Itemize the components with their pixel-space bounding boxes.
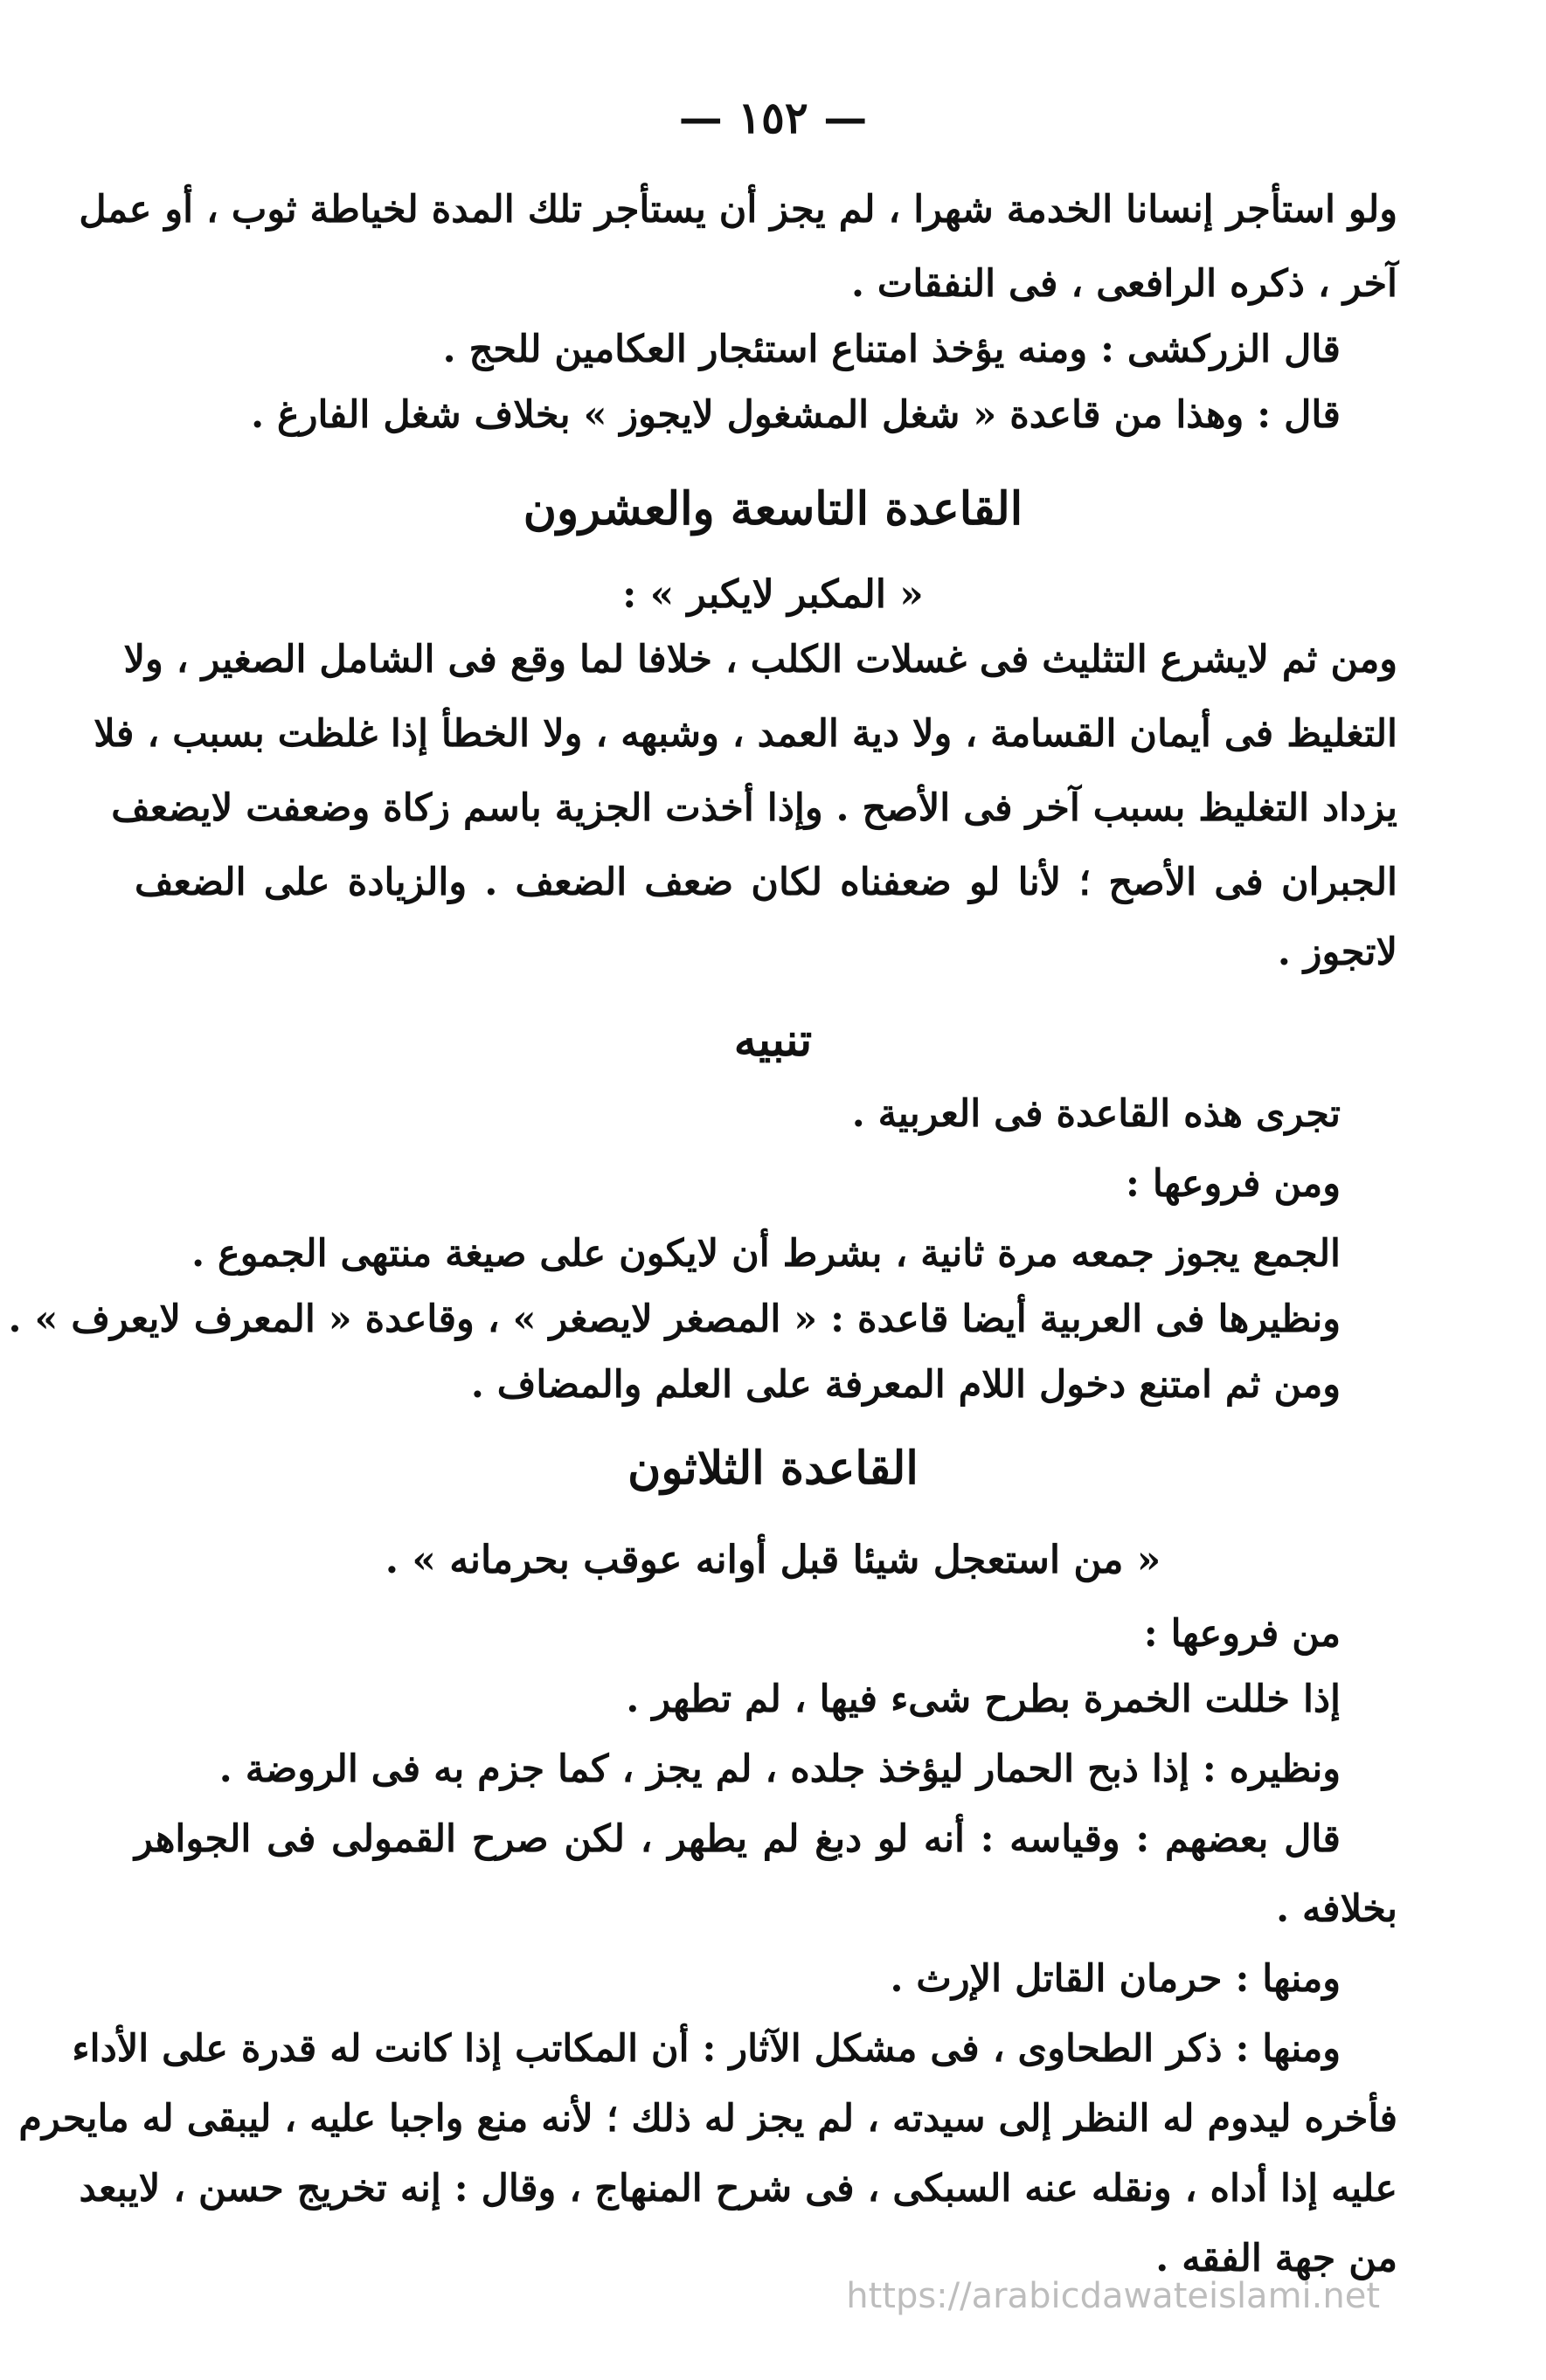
text-line: إذا خللت الخمرة بطرح شىء فيها ، لم تطهر . xyxy=(626,1678,1341,1721)
page-number: — ١٥٢ — xyxy=(678,92,868,143)
text-line: آخر ، ذكره الرافعى ، فى النفقات . xyxy=(850,262,1397,306)
text-line: التغليظ فى أيمان القسامة ، ولا دية العمد ، وشبهه ، ولا الخطأ إذا غلظت بسبب ، فلا xyxy=(94,712,1397,756)
text-line: تجرى هذه القاعدة فى العربية . xyxy=(851,1092,1341,1136)
text-line: لاتجوز . xyxy=(1277,931,1397,974)
rule-30-heading: القاعدة الثلاثون xyxy=(627,1442,919,1495)
text-line: ومنها : حرمان القاتل الإرث . xyxy=(890,1957,1341,2001)
text-line: قال الزركشى : ومنه يؤخذ امتناع استئجار العكامين للحج . xyxy=(442,328,1341,371)
text-line: ونظيرها فى العربية أيضا قاعدة : « المصغر لايصغر » ، وقاعدة « المعرف لايعرف » . xyxy=(8,1297,1341,1341)
text-line: ونظيره : إذا ذبح الحمار ليؤخذ جلده ، لم يجز ، كما جزم به فى الروضة . xyxy=(218,1747,1341,1791)
text-line: ولو استأجر إنسانا الخدمة شهرا ، لم يجز أن يستأجر تلك المدة لخياطة ثوب ، أو عمل xyxy=(79,188,1397,232)
text-line: بخلافه . xyxy=(1276,1887,1397,1931)
text-line: ومنها : ذكر الطحاوى ، فى مشكل الآثار : أن المكاتب إذا كانت له قدرة على الأداء xyxy=(72,2027,1341,2071)
text-line: من فروعها : xyxy=(1143,1612,1341,1656)
text-line: ومن ثم امتنع دخول اللام المعرفة على العلم والمضاف . xyxy=(470,1363,1341,1407)
text-line: يزداد التغليظ بسبب آخر فى الأصح . وإذا أخذت الجزية باسم زكاة وضعفت لايضعف xyxy=(111,786,1397,830)
rule-29-statement: « المكبر لايكبر » : xyxy=(622,572,924,617)
text-line: عليه إذا أداه ، ونقله عنه السبكى ، فى شرح المنهاج ، وقال : إنه تخريج حسن ، لايبعد xyxy=(79,2167,1397,2210)
text-line: قال بعضهم : وقياسه : أنه لو دبغ لم يطهر ، لكن صرح القمولى فى الجواهر xyxy=(135,1817,1341,1861)
text-line: قال : وهذا من قاعدة « شغل المشغول لايجوز » بخلاف شغل الفارغ . xyxy=(251,393,1341,437)
rule-29-heading: القاعدة التاسعة والعشرون xyxy=(523,482,1023,536)
text-line: فأخره ليدوم له النظر إلى سيدته ، لم يجز له ذلك ؛ لأنه منع واجبا عليه ، ليبقى له مايحرم xyxy=(18,2097,1397,2141)
text-line: ومن فروعها : xyxy=(1126,1162,1341,1206)
text-line: من جهة الفقه . xyxy=(1155,2237,1397,2280)
rule-30-statement: « من استعجل شيئا قبل أوانه عوقب بحرمانه » . xyxy=(385,1538,1161,1582)
text-line: ومن ثم لايشرع التثليث فى غسلات الكلب ، خلافا لما وقع فى الشامل الصغير ، ولا xyxy=(123,638,1397,681)
text-line: الجمع يجوز جمعه مرة ثانية ، بشرط أن لايكون على صيغة منتهى الجموع . xyxy=(191,1232,1341,1276)
notice-heading: تنبيه xyxy=(733,1014,813,1067)
text-line: الجبران فى الأصح ؛ لأنا لو ضعفناه لكان ضعف الضعف . والزيادة على الضعف xyxy=(135,861,1397,904)
watermark: https://arabicdawateislami.net xyxy=(846,2276,1380,2316)
